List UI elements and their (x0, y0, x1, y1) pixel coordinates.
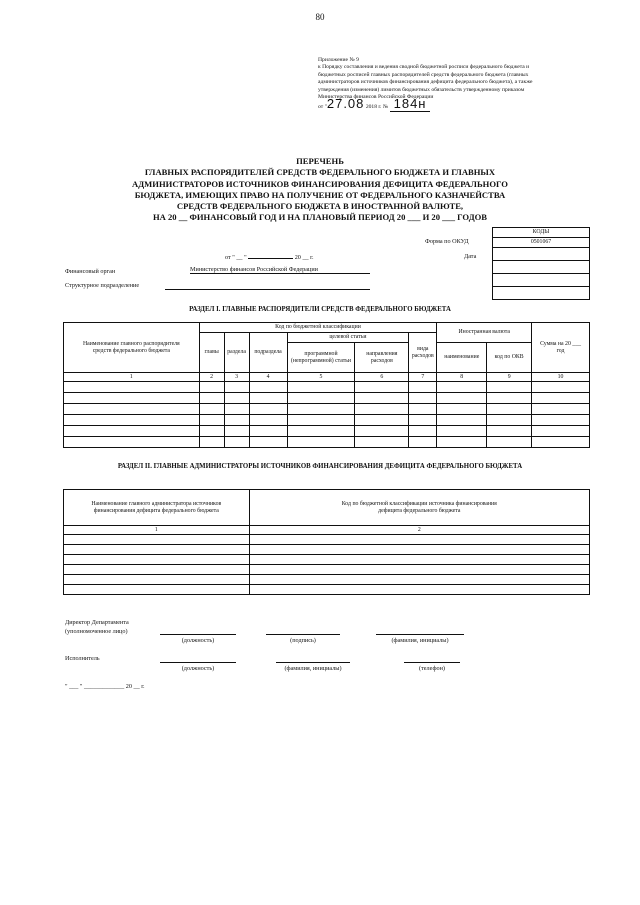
signature-date[interactable]: " ___ " _____________ 20 __ г. (65, 683, 145, 690)
col-vida: вида расходов (409, 333, 437, 373)
col-number: 4 (249, 373, 287, 382)
phone-field[interactable]: (телефон) (404, 662, 460, 672)
section1-rows (64, 382, 590, 448)
title-line: СРЕДСТВ ФЕДЕРАЛЬНОГО БЮДЖЕТА В ИНОСТРАННОЙ ВАЛЮТЕ, (176, 201, 464, 212)
table-row[interactable] (64, 404, 590, 415)
title-line: ПЕРЕЧЕНЬ (296, 156, 344, 166)
code-cell[interactable] (493, 287, 590, 300)
col-number: 6 (355, 373, 409, 382)
page-number: 80 (315, 12, 325, 22)
col-number: 8 (437, 373, 487, 382)
col-number: 3 (224, 373, 249, 382)
fin-organ-value[interactable]: Министерство финансов Российской Федерации (190, 266, 370, 274)
executor-label: Исполнитель (65, 655, 100, 662)
appendix-line: Министерства финансов Российской Федерации (318, 94, 434, 101)
section1-title: РАЗДЕЛ I. ГЛАВНЫЕ РАСПОРЯДИТЕЛИ СРЕДСТВ ФЕДЕРАЛЬНОГО БЮДЖЕТА (189, 306, 451, 313)
appendix-date-prefix: от " (318, 104, 327, 111)
codes-table (492, 227, 590, 300)
okud-value[interactable]: 0501067 (493, 238, 590, 248)
title-line: АДМИНИСТРАТОРОВ ИСТОЧНИКОВ ФИНАНСИРОВАНИЯ ДЕФИЦИТА ФЕДЕРАЛЬНОГО (132, 178, 508, 189)
code-cell[interactable] (493, 274, 590, 287)
director-label: Директор Департамента (65, 619, 129, 626)
date-line-prefix: от " __ " (225, 254, 247, 261)
struct-label: Структурное подразделение (65, 282, 140, 289)
position-field[interactable]: (должность) (160, 634, 236, 644)
appendix-line: бюджетных росписей главных распорядителей средств федерального бюджета (главных (318, 71, 529, 78)
codes-header: КОДЫ (493, 228, 590, 238)
col-kbk-header: Код по бюджетной классификации (199, 323, 437, 333)
struct-field[interactable] (165, 289, 370, 290)
signature-field[interactable]: (подпись) (266, 634, 340, 644)
table-row[interactable] (64, 393, 590, 404)
col-number: 9 (487, 373, 532, 382)
appendix-number-handwritten: 184н (390, 96, 431, 112)
col-cur-code: код по ОКВ (487, 343, 532, 373)
s2-col-name: Наименование главного администратора источников финансирования дефицита федерального бюджета (64, 490, 250, 526)
col-currency-header: Иностранная валюта (437, 323, 532, 343)
okud-label: Форма по ОКУД (425, 238, 469, 245)
col-number: 1 (64, 373, 200, 382)
col-razdela: раздела (224, 333, 249, 373)
table-row[interactable] (64, 565, 590, 575)
title-line: НА 20 __ ФИНАНСОВЫЙ ГОД И НА ПЛАНОВЫЙ ПЕРИОД 20 ___ И 20 ___ ГОДОВ (152, 212, 488, 223)
section2-table (63, 489, 590, 595)
col-glavy: главы (199, 333, 224, 373)
director-sub-label: (уполномоченное лицо) (65, 628, 128, 635)
appendix-date-handwritten: 27.08 (326, 96, 365, 112)
col-program: программной (непрограммной) статьи (287, 343, 355, 373)
code-cell[interactable] (493, 261, 590, 274)
col-number: 7 (409, 373, 437, 382)
table-row[interactable] (64, 545, 590, 555)
col-name-header: Наименование главного распорядителя средств федерального бюджета (64, 323, 200, 373)
date-code-cell[interactable] (493, 248, 590, 261)
col-cur-name: наименование (437, 343, 487, 373)
document-title (60, 156, 580, 224)
appendix-line: утверждения (изменения) лимитов бюджетных обязательств утвержденному приказом (318, 86, 525, 93)
section1-table (63, 322, 590, 448)
col-sum-header: Сумма на 20 ___ год (532, 323, 590, 373)
table-row[interactable] (64, 437, 590, 448)
s2-col-code: Код по бюджетной классификации источника финансирования дефицита федерального бюджета (249, 490, 589, 526)
col-number: 2 (199, 373, 224, 382)
table-row[interactable] (64, 575, 590, 585)
col-direction: направления расходов (355, 343, 409, 373)
appendix-date-year: 2018 г. № (365, 104, 389, 111)
col-number: 10 (532, 373, 590, 382)
executor-name-field[interactable]: (фамилия, инициалы) (276, 662, 350, 672)
date-month-field[interactable] (248, 258, 293, 259)
title-line: ГЛАВНЫХ РАСПОРЯДИТЕЛЕЙ СРЕДСТВ ФЕДЕРАЛЬНОГО БЮДЖЕТА И ГЛАВНЫХ (144, 167, 496, 178)
appendix-line: Приложение № 9 (318, 57, 359, 63)
col-target: целевой статьи (287, 333, 409, 343)
executor-position-field[interactable]: (должность) (160, 662, 236, 672)
name-initials-field[interactable]: (фамилия, инициалы) (376, 634, 464, 644)
col-number: 1 (64, 526, 250, 535)
date-line-year: 20 __ г. (294, 254, 314, 261)
col-number: 5 (287, 373, 355, 382)
title-line: БЮДЖЕТА, ИМЕЮЩИХ ПРАВО НА ПОЛУЧЕНИЕ ОТ ФЕДЕРАЛЬНОГО КАЗНАЧЕЙСТВА (134, 189, 506, 200)
date-label: Дата (464, 253, 477, 260)
col-podrazdela: подраздела (249, 333, 287, 373)
table-row[interactable] (64, 535, 590, 545)
table-row[interactable] (64, 426, 590, 437)
appendix-line: администраторов источников финансирования дефицита федерального бюджета), а также (318, 79, 533, 86)
table-row[interactable] (64, 555, 590, 565)
appendix-block (318, 57, 588, 112)
appendix-line: к Порядку составления и ведения сводной бюджетной росписи федерального бюджета и (318, 64, 530, 71)
col-number: 2 (249, 526, 589, 535)
table-row[interactable] (64, 585, 590, 595)
fin-organ-label: Финансовый орган (65, 268, 116, 275)
table-row[interactable] (64, 415, 590, 426)
table-row[interactable] (64, 382, 590, 393)
section2-title: РАЗДЕЛ II. ГЛАВНЫЕ АДМИНИСТРАТОРЫ ИСТОЧНИКОВ ФИНАНСИРОВАНИЯ ДЕФИЦИТА ФЕДЕРАЛЬНОГО БЮДЖЕТА (117, 463, 523, 470)
